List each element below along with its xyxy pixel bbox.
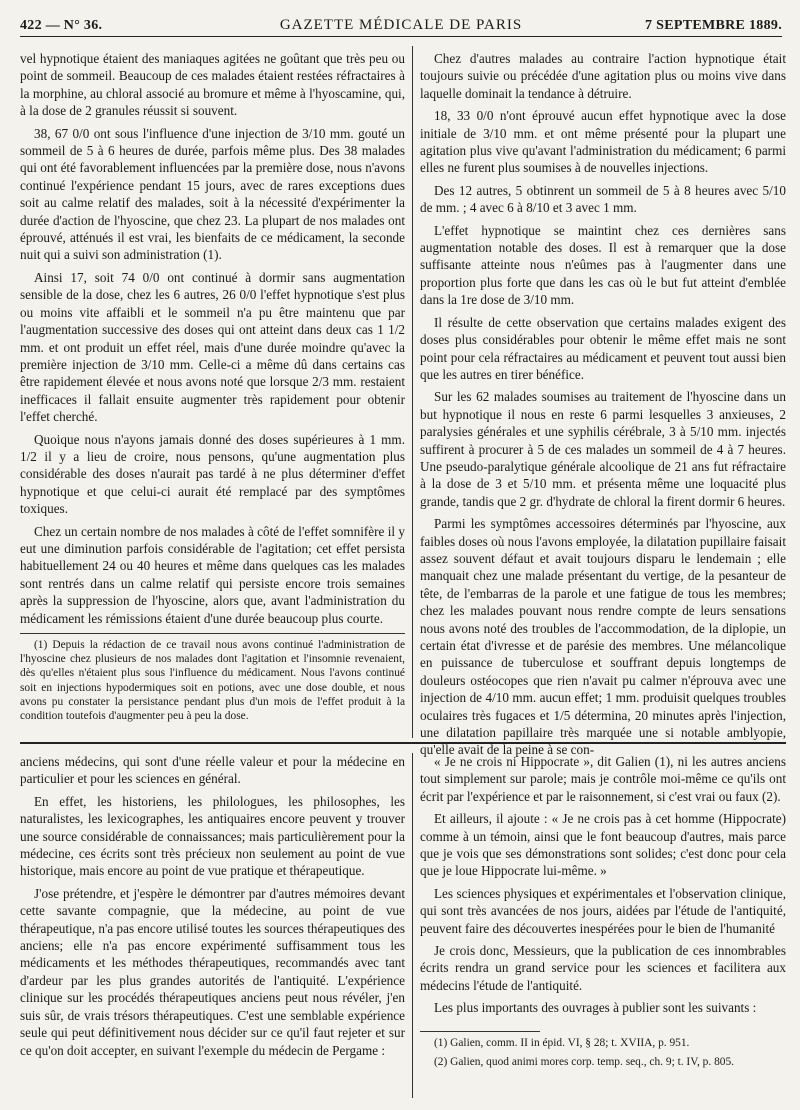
upper-left-column (20, 50, 405, 728)
footnote: (2) Galien, quod animi mores corp. temp. seq., ch. 9; t. IV, p. 805. (434, 1055, 735, 1068)
running-header (20, 14, 782, 37)
paragraph: En effet, les historiens, les philologues, les philosophes, les naturalistes, les lexicographes, les antiquaires encore peuvent y trouver une source considérable de connaissances; mais particulièrement pour la médecine, ces écrits sont très précieux non seulement au point de vue historique, mais encore au point de vue pratique et thérapeutique. (20, 793, 405, 879)
issue-date: 7 SEPTEMBRE 1889. (645, 18, 782, 33)
paragraph: Des 12 autres, 5 obtinrent un sommeil de 5 à 8 heures avec 5/10 de mm. ; 4 avec 6 à 8/10 et 3 avec 1 mm. (420, 182, 786, 216)
paragraph: Les plus importants des ouvrages à publier sont les suivants : (434, 1000, 757, 1016)
lower-right-column (420, 753, 786, 1074)
paragraph: Quoique nous n'ayons jamais donné des doses supérieures à 1 mm. 1/2 il y a lieu de croire, nous pensons, qu'une augmentation plus considérable des doses n'aurait pas tardé à ne plus déterminer d'effet hypnotique et que celui-ci aurait été remplacé par des symptômes toxiques. (20, 431, 405, 517)
column-divider-upper (412, 46, 413, 738)
paragraph: 18, 33 0/0 n'ont éprouvé aucun effet hypnotique avec la dose initiale de 3/10 mm. et ont même présenté pour la plupart une agitation plus vive qu'avant l'administration du médicament; 6 parmi elles ne furent plus soumises à de nouvelles injections. (420, 108, 786, 176)
paragraph: L'effet hypnotique se maintint chez ces dernières sans augmentation notable des doses. Il est à remarquer que la dose suffisante atteinte nous n'eûmes pas à l'augmenter dans une proportion plus forte que dans les cas où le but fut atteint d'emblée dans la 1re dose de 3/10 mm. (420, 222, 786, 308)
paragraph: « Je ne crois ni Hippocrate », dit Galien (1), ni les autres anciens tout simplement sur parole; mais je contrôle moi-même ce qu'ils ont écrit par l'expérience et par le raisonnement, si c'est vrai ou faux (2). (420, 754, 786, 804)
paragraph: J'ose prétendre, et j'espère le démontrer par d'autres mémoires devant cette savante compagnie, que la médecine, au point de vue thérapeutique, n'a pas encore utilisé toutes les sources thérapeutiques des anciens; elle n'a pas encore expérimenté suffisamment tous les médicaments et les méthodes thérapeutiques, recommandés avec tant d'ardeur par les plus grandes autorités de l'antiquité. L'expérience clinique sur les procédés thérapeutiques anciens peut nous révéler, j'en suis sûr, de vrais trésors thérapeutiques. C'est une semblable expérience seule qui peut définitivement nous décider sur ce qu'il faut rejeter et sur ce qu'on doit accepter, en suivant l'exemple du médecin de Pergame : (20, 885, 405, 1058)
footnote: (1) Depuis la rédaction de ce travail nous avons continué l'administration de l'hyoscine chez plusieurs de nos malades dont l'agitation et l'insomnie revenaient, dès qu'elles n'étaient plus sous l'influence du médicament. Nous l'avons continué soit en injections hypodermiques soit en potions, avec une dose double, et nous avons pu constater la persistance pendant plus d'un mois de l'effet produit à la condition toutefois d'augmenter peu à peu la dose. (20, 639, 405, 723)
footnote-rule (420, 1031, 540, 1032)
paragraph: 38, 67 0/0 ont sous l'influence d'une injection de 3/10 mm. gouté un sommeil de 5 à 6 heures de durée, parfois même plus. Des 38 malades qui ont été favorablement influencées par la première dose, nous n'avons continué l'expérience pendant 15 jours, avec de rares exceptions dues soit au calme relatif des malades, soit à la nécessité d'expérimenter la durée d'action de l'hyoscine, que chez 23. La plupart de nos malades ont éprouvé, atténués il est vrai, les bienfaits de ce médicament, la seconde nuit qui a suivi son administration (1). (20, 125, 405, 263)
paragraph: Sur les 62 malades soumises au traitement de l'hyoscine dans un but hypnotique il nous en reste 6 parmi lesquelles 3 anxieuses, 2 paralysies générales et une syphilis cérébrale, 3 à 5/10 mm. injectés suffirent à procurer à 5 de ces malades un sommeil de 4 à 7 heures. Une pseudo-paralytique générale alcoolique de 21 ans fut réfractaire à la dose de 3 et 5/10 mm. et présenta même une loquacité plus grande, tandis que 2 gr. d'hydrate de chloral la firent dormir 6 heures. (420, 389, 786, 509)
upper-right-column (420, 50, 786, 764)
paragraph: Ainsi 17, soit 74 0/0 ont continué à dormir sans augmentation sensible de la dose, chez les 6 autres, 26 0/0 l'effet hypnotique s'est plus ou moins vite affaibli et le sommeil n'a pu être maintenu que par l'augmentation successive des doses qui ont atteint dans deux cas 1 1/2 mm. et ont produit un effet réel, mais d'une durée moindre qu'avec la première injection de 3/10 mm. Celle-ci a même dû dans certains cas être rapidement élevée et nous avons noté que lorsque 2/3 mm. restaient inefficaces il fallait ensuite augmenter très rapidement pour obtenir l'effet cherché. (20, 269, 405, 425)
paragraph: Chez un certain nombre de nos malades à côté de l'effet somnifère il y eut une diminution parfois considérable de l'agitation; cet effet persista habituellement 24 ou 40 heures et même dans quelques cas les malades sont rentrés dans un calme relatif qui persiste encore trois semaines après la suppression de l'hyoscine, alors que, avant l'administration du médicament les rémissions étaient d'une durée beaucoup plus courte. (20, 523, 405, 626)
paragraph: Parmi les symptômes accessoires déterminés par l'hyoscine, aux faibles doses où nous l'avons employée, la dilatation pupillaire faisait assez souvent défaut et avait toujours disparu le lendemain ; elle manquait chez une malade présentant du vertige, de la pesanteur de tête, de l'embarras de la parole et une fatigue de tous les membres; chez les malades pouvant nous rendre compte de leurs sensations nous avons noté des troubles de l'accommodation, de la diplopie, un certain état d'ivresse et de parésie des membres. Une mélancolique en puissance de tuberculose et souffrant depuis longtemps de douleurs ostéocopes que rien n'avait pu calmer n'éprouva avec une injection de 4/10 mm. aucun effet; 1 mm. produisit quelques troubles oculaires très fugaces et 1/5 détermina, 20 minutes après l'injection, une dilatation papillaire très marquée une si notable amblyopie, qu'elle avait de la peine à se con- (420, 516, 786, 758)
paragraph: Il résulte de cette observation que certains malades exigent des doses plus considérables pour obtenir le même effet mais ne sont point pour cela réfractaires au médicament et peuvent tout aussi bien que les autres en tirer bénéfice. (420, 314, 786, 382)
paragraph: Et ailleurs, il ajoute : « Je ne crois pas à cet homme (Hippocrate) comme à un témoin, ainsi que le font beaucoup d'autres, mais parce que je vois que ses démonstrations sont solides; c'est donc pour cela que je loue Hippocrate lui-même. » (420, 811, 786, 879)
paragraph: Je crois donc, Messieurs, que la publication de ces innombrables écrits rendra un grand service pour les sciences et facilitera aux médecins l'étude de l'antiquité. (420, 943, 786, 993)
journal-title: GAZETTE MÉDICALE DE PARIS (279, 17, 523, 33)
paragraph: vel hypnotique étaient des maniaques agitées ne goûtant que très peu ou point de sommeil. Beaucoup de ces malades étaient restées réfractaires à la morphine, au chloral associé au bromure et même à l'hyoscamine, qui, à la dose de 2 granules réussit si souvent. (20, 51, 405, 119)
paragraph: anciens médecins, qui sont d'une réelle valeur et pour la médecine en particulier et pour les sciences en général. (20, 754, 405, 787)
page-number: 422 — N° 36. (20, 18, 103, 33)
footnote: (1) Galien, comm. II in épid. VI, § 28; t. XVIIA, p. 951. (434, 1036, 690, 1049)
lower-left-column (20, 753, 405, 1064)
paragraph: Les sciences physiques et expérimentales et l'observation clinique, qui sont très avancées de nos jours, aidées par l'étude de l'antiquité, peuvent faire des découvertes inespérées pour le bien de l'humanité (420, 885, 786, 936)
footnote-rule (20, 633, 405, 634)
column-divider-lower (412, 753, 413, 1098)
paragraph: Chez d'autres malades au contraire l'action hypnotique était toujours suivie ou précédée d'une agitation plus ou moins vive dans laquelle dominait la tendance à détruire. (420, 51, 786, 101)
